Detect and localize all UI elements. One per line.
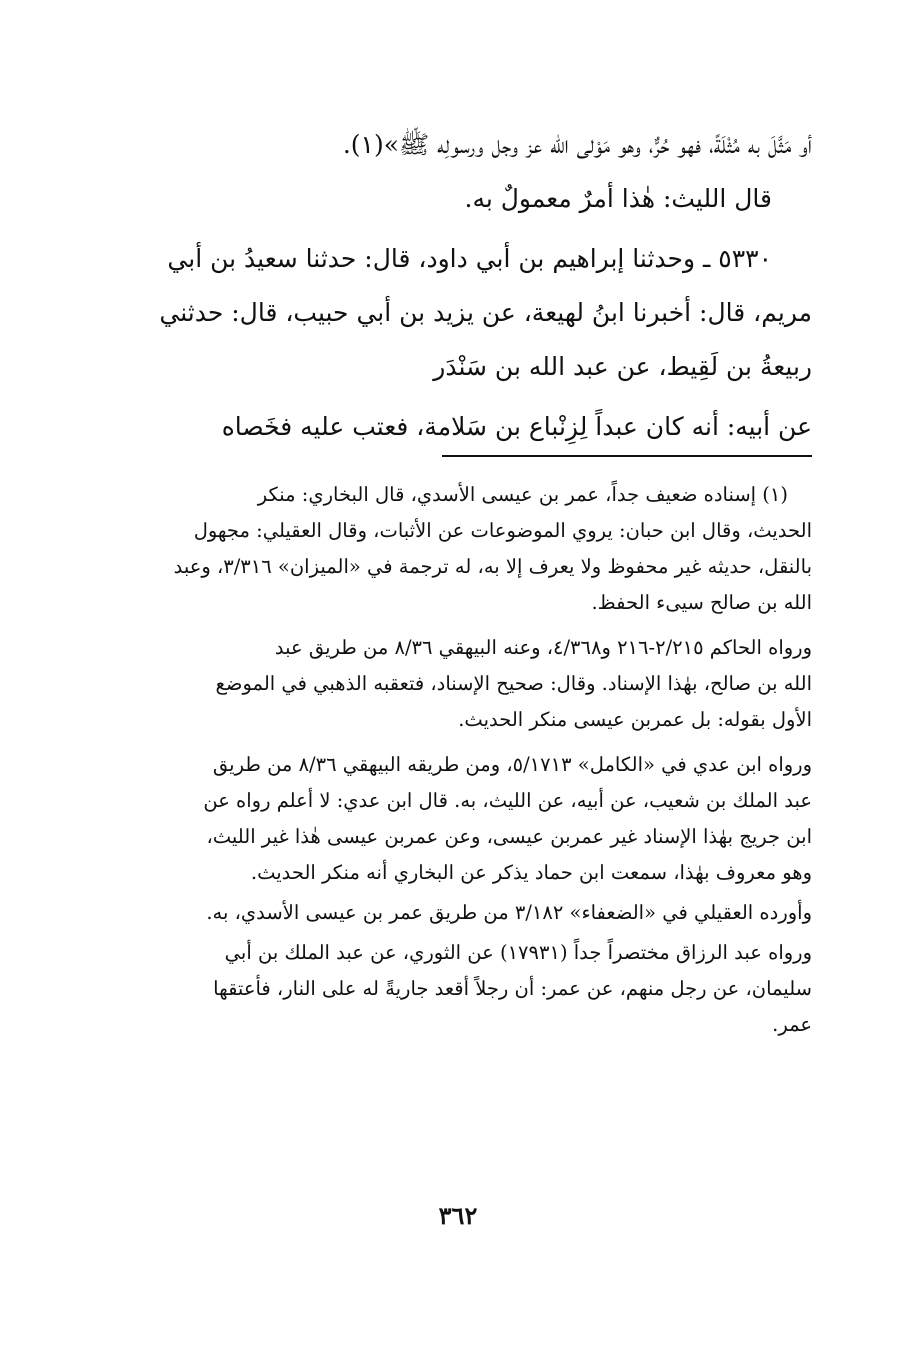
footnotes bbox=[100, 477, 812, 1043]
text-line: عن أبيه: أنه كان عبداً لِزِنْباع بن سَلامة، فعتب عليه فخَصاه bbox=[221, 412, 812, 441]
page-number: ٣٦٢ bbox=[438, 1201, 478, 1230]
text-line: قال الليث: هٰذا أمرٌ معمولٌ به. bbox=[464, 184, 772, 213]
footnote-paragraph bbox=[100, 935, 812, 1043]
footnote-paragraph bbox=[100, 477, 812, 621]
footnote-line: الله بن صالح، بهٰذا الإسناد. وقال: صحيح الإسناد، فتعقبه الذهبي في الموضع bbox=[215, 672, 812, 695]
footnote-line: بالنقل، حديثه غير محفوظ ولا يعرف إلا به، له ترجمة في «الميزان» ٣/٣١٦، وعبد bbox=[173, 555, 812, 578]
footnote-paragraph bbox=[100, 895, 812, 931]
text-line: ٥٣٣٠ ـ وحدثنا إبراهيم بن أبي داود، قال: حدثنا سعيدُ بن أبي bbox=[167, 244, 772, 273]
footnote-line: ورواه الحاكم ٢/٢١٥-٢١٦ و٤/٣٦٨، وعنه البيهقي ٨/٣٦ من طريق عبد bbox=[274, 636, 812, 659]
footnote-line: الحديث، وقال ابن حبان: يروي الموضوعات عن الأثبات، وقال العقيلي: مجهول bbox=[193, 519, 812, 542]
footnote-line: سليمان، عن رجل منهم، عن عمر: أن رجلاً أقعد جاريةً له على النار، فأعتقها bbox=[213, 977, 812, 1000]
footnote-line: عبد الملك بن شعيب، عن أبيه، عن الليث، به. قال ابن عدي: لا أعلم رواه عن bbox=[203, 789, 812, 812]
main-text bbox=[100, 118, 812, 1036]
footnote-line: عمر. bbox=[772, 1013, 812, 1036]
footnote-separator bbox=[442, 455, 812, 457]
text-line: أو مَثَّلَ به مُثْلَةً، فهو حُرٌّ، وهو مَوْلى الله عز وجل ورسولِه ﷺ»(١). bbox=[342, 130, 812, 159]
footnote-line: وأورده العقيلي في «الضعفاء» ٣/١٨٢ من طريق عمر بن عيسى الأسدي، به. bbox=[206, 901, 812, 924]
footnote-line: (١) إسناده ضعيف جداً، عمر بن عيسى الأسدي، قال البخاري: منكر bbox=[257, 483, 788, 506]
footnote-paragraph bbox=[100, 630, 812, 738]
footnote-line: ورواه ابن عدي في «الكامل» ٥/١٧١٣، ومن طريقه البيهقي ٨/٣٦ من طريق bbox=[212, 753, 812, 776]
footnote-line: وهو معروف بهٰذا، سمعت ابن حماد يذكر عن البخاري أنه منكر الحديث. bbox=[250, 861, 812, 884]
footnote-line: ورواه عبد الرزاق مختصراً جداً (١٧٩٣١) عن الثوري، عن عبد الملك بن أبي bbox=[224, 941, 812, 964]
text-line: ربيعةُ بن لَقِيط، عن عبد الله بن سَنْدَر bbox=[433, 352, 812, 381]
footnote-paragraph bbox=[100, 747, 812, 891]
footnote-line: الأول بقوله: بل عمربن عيسى منكر الحديث. bbox=[458, 708, 812, 731]
footnote-line: ابن جريج بهٰذا الإسناد غير عمربن عيسى، وعن عمربن عيسى هٰذا غير الليث، bbox=[206, 825, 812, 848]
text-line: مريم، قال: أخبرنا ابنُ لهيعة، عن يزيد بن أبي حبيب، قال: حدثني bbox=[159, 298, 812, 327]
footnote-line: الله بن صالح سيىء الحفظ. bbox=[591, 591, 812, 614]
